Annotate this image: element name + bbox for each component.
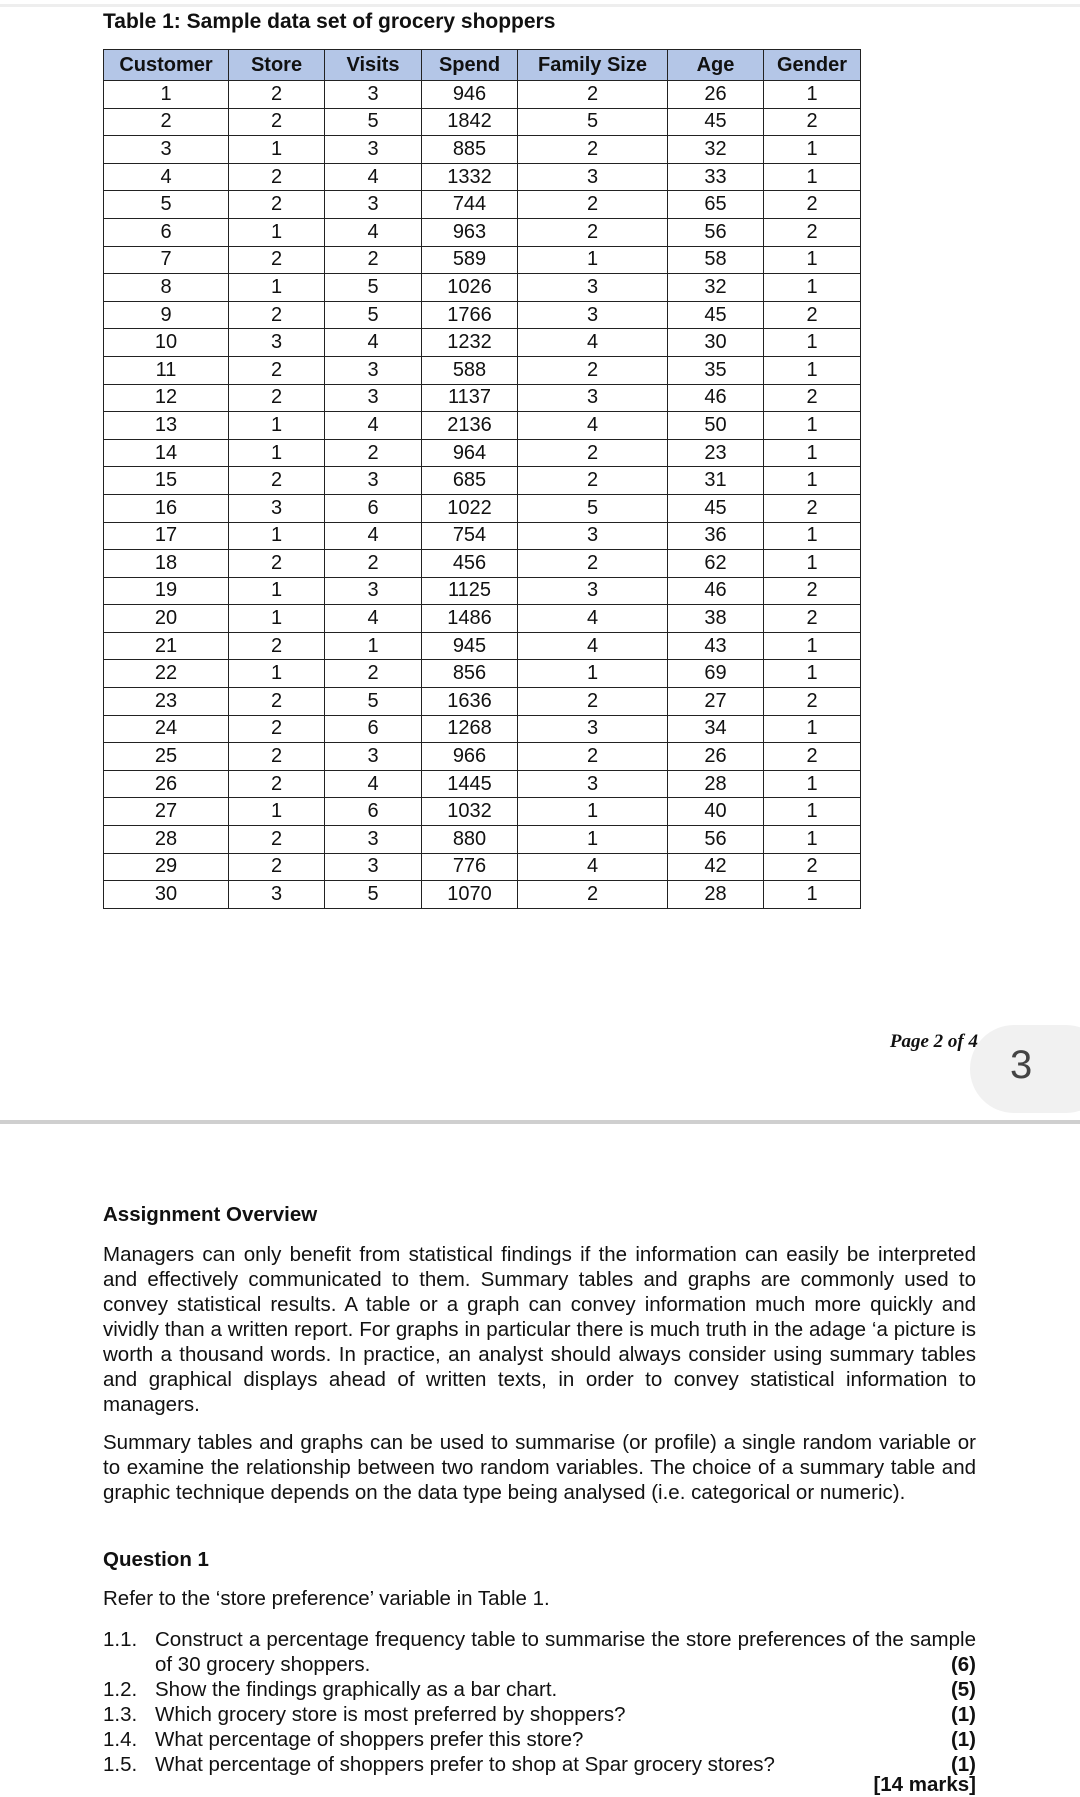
table-row [104,439,861,467]
table-cell: 2 [229,826,325,854]
total-marks: [14 marks] [873,1773,976,1796]
table-cell: 2 [229,108,325,136]
question-number: 1.4. [103,1728,138,1751]
table-cell: 2 [229,191,325,219]
column-header: Spend [422,50,518,81]
table-row [104,826,861,854]
table-cell: 8 [104,274,229,302]
table-cell: 3 [325,191,422,219]
table-row [104,81,861,109]
table-cell: 30 [668,329,764,357]
table-row [104,191,861,219]
table-cell: 46 [668,577,764,605]
table-row [104,108,861,136]
table-cell: 43 [668,632,764,660]
table-cell: 2 [764,494,861,522]
table-cell: 2 [518,550,668,578]
table-cell: 1 [518,798,668,826]
table-cell: 2 [325,246,422,274]
table-cell: 2 [518,688,668,716]
table-cell: 1 [764,274,861,302]
table-cell: 5 [325,274,422,302]
table-cell: 62 [668,550,764,578]
table-cell: 1 [764,412,861,440]
table-cell: 1 [518,246,668,274]
table-cell: 2 [229,715,325,743]
table-cell: 11 [104,356,229,384]
column-header: Age [668,50,764,81]
table-cell: 2 [764,853,861,881]
table-cell: 1 [325,632,422,660]
table-cell: 3 [518,301,668,329]
table-cell: 28 [104,826,229,854]
table-cell: 776 [422,853,518,881]
table-cell: 5 [104,191,229,219]
question-text: Construct a percentage frequency table to summarise the store preferences of the sample of 30 grocery shoppers. [155,1628,976,1676]
table-cell: 885 [422,136,518,164]
table-cell: 69 [668,660,764,688]
table-cell: 2 [764,577,861,605]
table-cell: 4 [325,522,422,550]
table-cell: 6 [325,798,422,826]
table-cell: 18 [104,550,229,578]
question-number: 1.3. [103,1703,138,1726]
table-cell: 3 [104,136,229,164]
table-cell: 2 [518,81,668,109]
table-cell: 3 [325,853,422,881]
table-cell: 33 [668,163,764,191]
table-cell: 1026 [422,274,518,302]
table-cell: 45 [668,494,764,522]
table-cell: 4 [325,605,422,633]
table-cell: 1 [229,605,325,633]
table-cell: 1486 [422,605,518,633]
table-cell: 4 [518,605,668,633]
table-cell: 1 [764,329,861,357]
table-cell: 2 [229,384,325,412]
table-cell: 1022 [422,494,518,522]
table-cell: 5 [325,688,422,716]
table-cell: 2 [229,853,325,881]
table-cell: 42 [668,853,764,881]
table-cell: 3 [325,826,422,854]
table-cell: 1 [104,81,229,109]
table-cell: 1 [764,439,861,467]
table-cell: 4 [325,218,422,246]
table-cell: 4 [518,412,668,440]
table-cell: 19 [104,577,229,605]
question-marks: (1) [950,1753,976,1776]
table-title: Table 1: Sample data set of grocery shoppers [103,10,556,33]
table-cell: 4 [325,163,422,191]
question-heading: Question 1 [103,1548,209,1571]
table-cell: 3 [518,715,668,743]
table-cell: 38 [668,605,764,633]
table-cell: 2 [764,191,861,219]
table-cell: 2 [518,136,668,164]
table-cell: 2 [764,301,861,329]
table-cell: 2 [229,163,325,191]
table-cell: 1032 [422,798,518,826]
question-number: 1.5. [103,1753,138,1776]
table-row [104,743,861,771]
top-divider [0,4,1080,7]
table-cell: 2 [229,770,325,798]
table-cell: 4 [325,412,422,440]
table-cell: 56 [668,218,764,246]
table-row [104,522,861,550]
table-cell: 2 [518,881,668,909]
table-cell: 26 [668,743,764,771]
page-badge [970,1025,1080,1113]
page-number: Page 2 of 4 [889,1031,978,1052]
table-row [104,550,861,578]
table-cell: 1 [764,81,861,109]
table-cell: 1766 [422,301,518,329]
table-cell: 963 [422,218,518,246]
table-cell: 5 [325,108,422,136]
table-cell: 2 [229,550,325,578]
table-cell: 2 [764,605,861,633]
table-cell: 1 [229,218,325,246]
table-cell: 1 [764,798,861,826]
table-cell: 3 [325,81,422,109]
table-cell: 24 [104,715,229,743]
table-row [104,274,861,302]
table-cell: 1 [764,522,861,550]
table-cell: 3 [518,274,668,302]
table-cell: 1125 [422,577,518,605]
table-cell: 3 [518,577,668,605]
table-cell: 12 [104,384,229,412]
table-cell: 65 [668,191,764,219]
table-row [104,218,861,246]
table-cell: 2 [325,550,422,578]
table-cell: 2 [229,632,325,660]
table-cell: 2136 [422,412,518,440]
table-cell: 1 [229,439,325,467]
table-cell: 1137 [422,384,518,412]
table-cell: 2 [518,218,668,246]
question-marks: (1) [950,1703,976,1726]
question-text: What percentage of shoppers prefer this store? [155,1728,584,1751]
table-cell: 1268 [422,715,518,743]
table-cell: 5 [325,881,422,909]
table-cell: 20 [104,605,229,633]
table-row [104,660,861,688]
table-cell: 6 [325,494,422,522]
question-marks: (1) [950,1728,976,1751]
table-cell: 1 [764,632,861,660]
table-cell: 966 [422,743,518,771]
table-cell: 1332 [422,163,518,191]
table-cell: 3 [325,577,422,605]
table-cell: 1 [764,826,861,854]
question-number: 1.1. [103,1628,138,1651]
table-row [104,688,861,716]
table-cell: 3 [325,356,422,384]
question-marks: (6) [950,1653,976,1676]
table-cell: 1 [229,136,325,164]
table-cell: 946 [422,81,518,109]
table-cell: 32 [668,274,764,302]
table-cell: 945 [422,632,518,660]
table-cell: 3 [325,467,422,495]
table-row [104,136,861,164]
table-cell: 21 [104,632,229,660]
table-cell: 14 [104,439,229,467]
table-cell: 9 [104,301,229,329]
table-cell: 1 [764,356,861,384]
table-cell: 1842 [422,108,518,136]
question-intro: Refer to the ‘store preference’ variable in Table 1. [103,1587,550,1610]
table-cell: 2 [229,301,325,329]
table-cell: 6 [325,715,422,743]
table-cell: 588 [422,356,518,384]
table-cell: 5 [518,108,668,136]
table-cell: 3 [518,163,668,191]
table-row [104,632,861,660]
table-cell: 1 [229,660,325,688]
table-row [104,770,861,798]
table-row [104,329,861,357]
table-cell: 3 [229,329,325,357]
table-cell: 15 [104,467,229,495]
table-cell: 2 [229,743,325,771]
table-row [104,301,861,329]
table-cell: 1 [764,246,861,274]
table-cell: 2 [764,688,861,716]
page-badge-number: 3 [1010,1043,1033,1087]
table-row [104,577,861,605]
table-cell: 1 [229,412,325,440]
question-text: What percentage of shoppers prefer to shop at Spar grocery stores? [155,1753,775,1776]
table-cell: 3 [518,522,668,550]
table-cell: 26 [668,81,764,109]
table-row [104,246,861,274]
table-cell: 2 [764,108,861,136]
table-cell: 29 [104,853,229,881]
table-row [104,798,861,826]
column-header: Store [229,50,325,81]
table-cell: 2 [764,743,861,771]
table-row [104,605,861,633]
table-cell: 4 [104,163,229,191]
table-cell: 6 [104,218,229,246]
table-cell: 2 [518,356,668,384]
table-cell: 2 [104,108,229,136]
table-cell: 3 [518,384,668,412]
table-cell: 30 [104,881,229,909]
table-row [104,467,861,495]
table-cell: 3 [229,494,325,522]
table-cell: 40 [668,798,764,826]
table-cell: 1 [229,798,325,826]
table-cell: 17 [104,522,229,550]
table-cell: 856 [422,660,518,688]
table-cell: 26 [104,770,229,798]
table-cell: 1070 [422,881,518,909]
table-cell: 5 [325,301,422,329]
table-cell: 58 [668,246,764,274]
table-cell: 23 [104,688,229,716]
table-cell: 3 [229,881,325,909]
table-cell: 1 [229,522,325,550]
column-header: Visits [325,50,422,81]
table-cell: 2 [518,743,668,771]
table-cell: 1 [764,163,861,191]
table-cell: 1 [764,715,861,743]
table-cell: 32 [668,136,764,164]
table-cell: 56 [668,826,764,854]
table-cell: 4 [518,853,668,881]
table-cell: 13 [104,412,229,440]
table-cell: 1 [764,136,861,164]
table-cell: 27 [104,798,229,826]
table-cell: 1 [229,577,325,605]
table-cell: 10 [104,329,229,357]
table-cell: 1 [764,881,861,909]
table-cell: 1 [764,770,861,798]
table-cell: 1 [518,660,668,688]
question-number: 1.2. [103,1678,138,1701]
table-cell: 7 [104,246,229,274]
table-cell: 34 [668,715,764,743]
question-text: Which grocery store is most preferred by shoppers? [155,1703,626,1726]
table-cell: 589 [422,246,518,274]
column-header: Gender [764,50,861,81]
page-divider [0,1120,1080,1124]
table-cell: 28 [668,770,764,798]
table-cell: 2 [518,439,668,467]
table-cell: 2 [325,439,422,467]
table-cell: 2 [325,660,422,688]
table-cell: 1 [764,550,861,578]
table-cell: 2 [518,191,668,219]
table-cell: 1 [764,467,861,495]
table-cell: 46 [668,384,764,412]
table-cell: 4 [325,770,422,798]
table-cell: 2 [518,467,668,495]
table-cell: 45 [668,108,764,136]
table-cell: 50 [668,412,764,440]
column-header: Customer [104,50,229,81]
table-cell: 964 [422,439,518,467]
table-cell: 1232 [422,329,518,357]
table-row [104,715,861,743]
table-cell: 2 [229,246,325,274]
overview-heading: Assignment Overview [103,1203,318,1226]
table-row [104,356,861,384]
table-cell: 2 [764,218,861,246]
table-row [104,384,861,412]
table-row [104,412,861,440]
column-header: Family Size [518,50,668,81]
overview-paragraph-2: Summary tables and graphs can be used to summarise (or profile) a single random variable or to examine the relationship between two random variables. The choice of a summary table and graphic technique depends on the data type being analysed (i.e. categorical or numeric). [103,1431,976,1504]
table-cell: 45 [668,301,764,329]
table-cell: 3 [518,770,668,798]
table-cell: 880 [422,826,518,854]
table-cell: 2 [229,688,325,716]
overview-paragraph-1: Managers can only benefit from statistical findings if the information can easily be interpreted and effectively communicated to them. Summary tables and graphs are commonly used to convey statistical results. A table or a graph can convey information much more quickly and vividly than a written report. For graphs in particular there is much truth in the adage ‘a picture is worth a thousand words. In practice, an analyst should always consider using summary tables and graphical displays ahead of written texts, in order to convey statistical information to managers. [103,1243,976,1416]
table-cell: 744 [422,191,518,219]
table-row [104,494,861,522]
table-cell: 2 [764,384,861,412]
grocery-shoppers-table [103,49,861,909]
table-cell: 35 [668,356,764,384]
table-cell: 5 [518,494,668,522]
table-cell: 2 [229,81,325,109]
table-row [104,881,861,909]
table-cell: 4 [518,632,668,660]
table-cell: 2 [229,467,325,495]
table-cell: 1636 [422,688,518,716]
table-cell: 1 [764,660,861,688]
table-cell: 31 [668,467,764,495]
table-cell: 1 [229,274,325,302]
table-cell: 2 [229,356,325,384]
question-text: Show the findings graphically as a bar chart. [155,1678,558,1701]
table-row [104,853,861,881]
table-cell: 685 [422,467,518,495]
table-header-row [104,50,861,81]
table-cell: 1 [518,826,668,854]
table-row [104,163,861,191]
table-cell: 456 [422,550,518,578]
table-cell: 28 [668,881,764,909]
table-cell: 16 [104,494,229,522]
table-cell: 25 [104,743,229,771]
question-marks: (5) [950,1678,976,1701]
table-cell: 754 [422,522,518,550]
table-cell: 36 [668,522,764,550]
table-cell: 3 [325,743,422,771]
table-cell: 3 [325,384,422,412]
table-cell: 22 [104,660,229,688]
table-cell: 27 [668,688,764,716]
table-cell: 1445 [422,770,518,798]
table-cell: 3 [325,136,422,164]
table-cell: 4 [518,329,668,357]
table-cell: 4 [325,329,422,357]
table-cell: 23 [668,439,764,467]
